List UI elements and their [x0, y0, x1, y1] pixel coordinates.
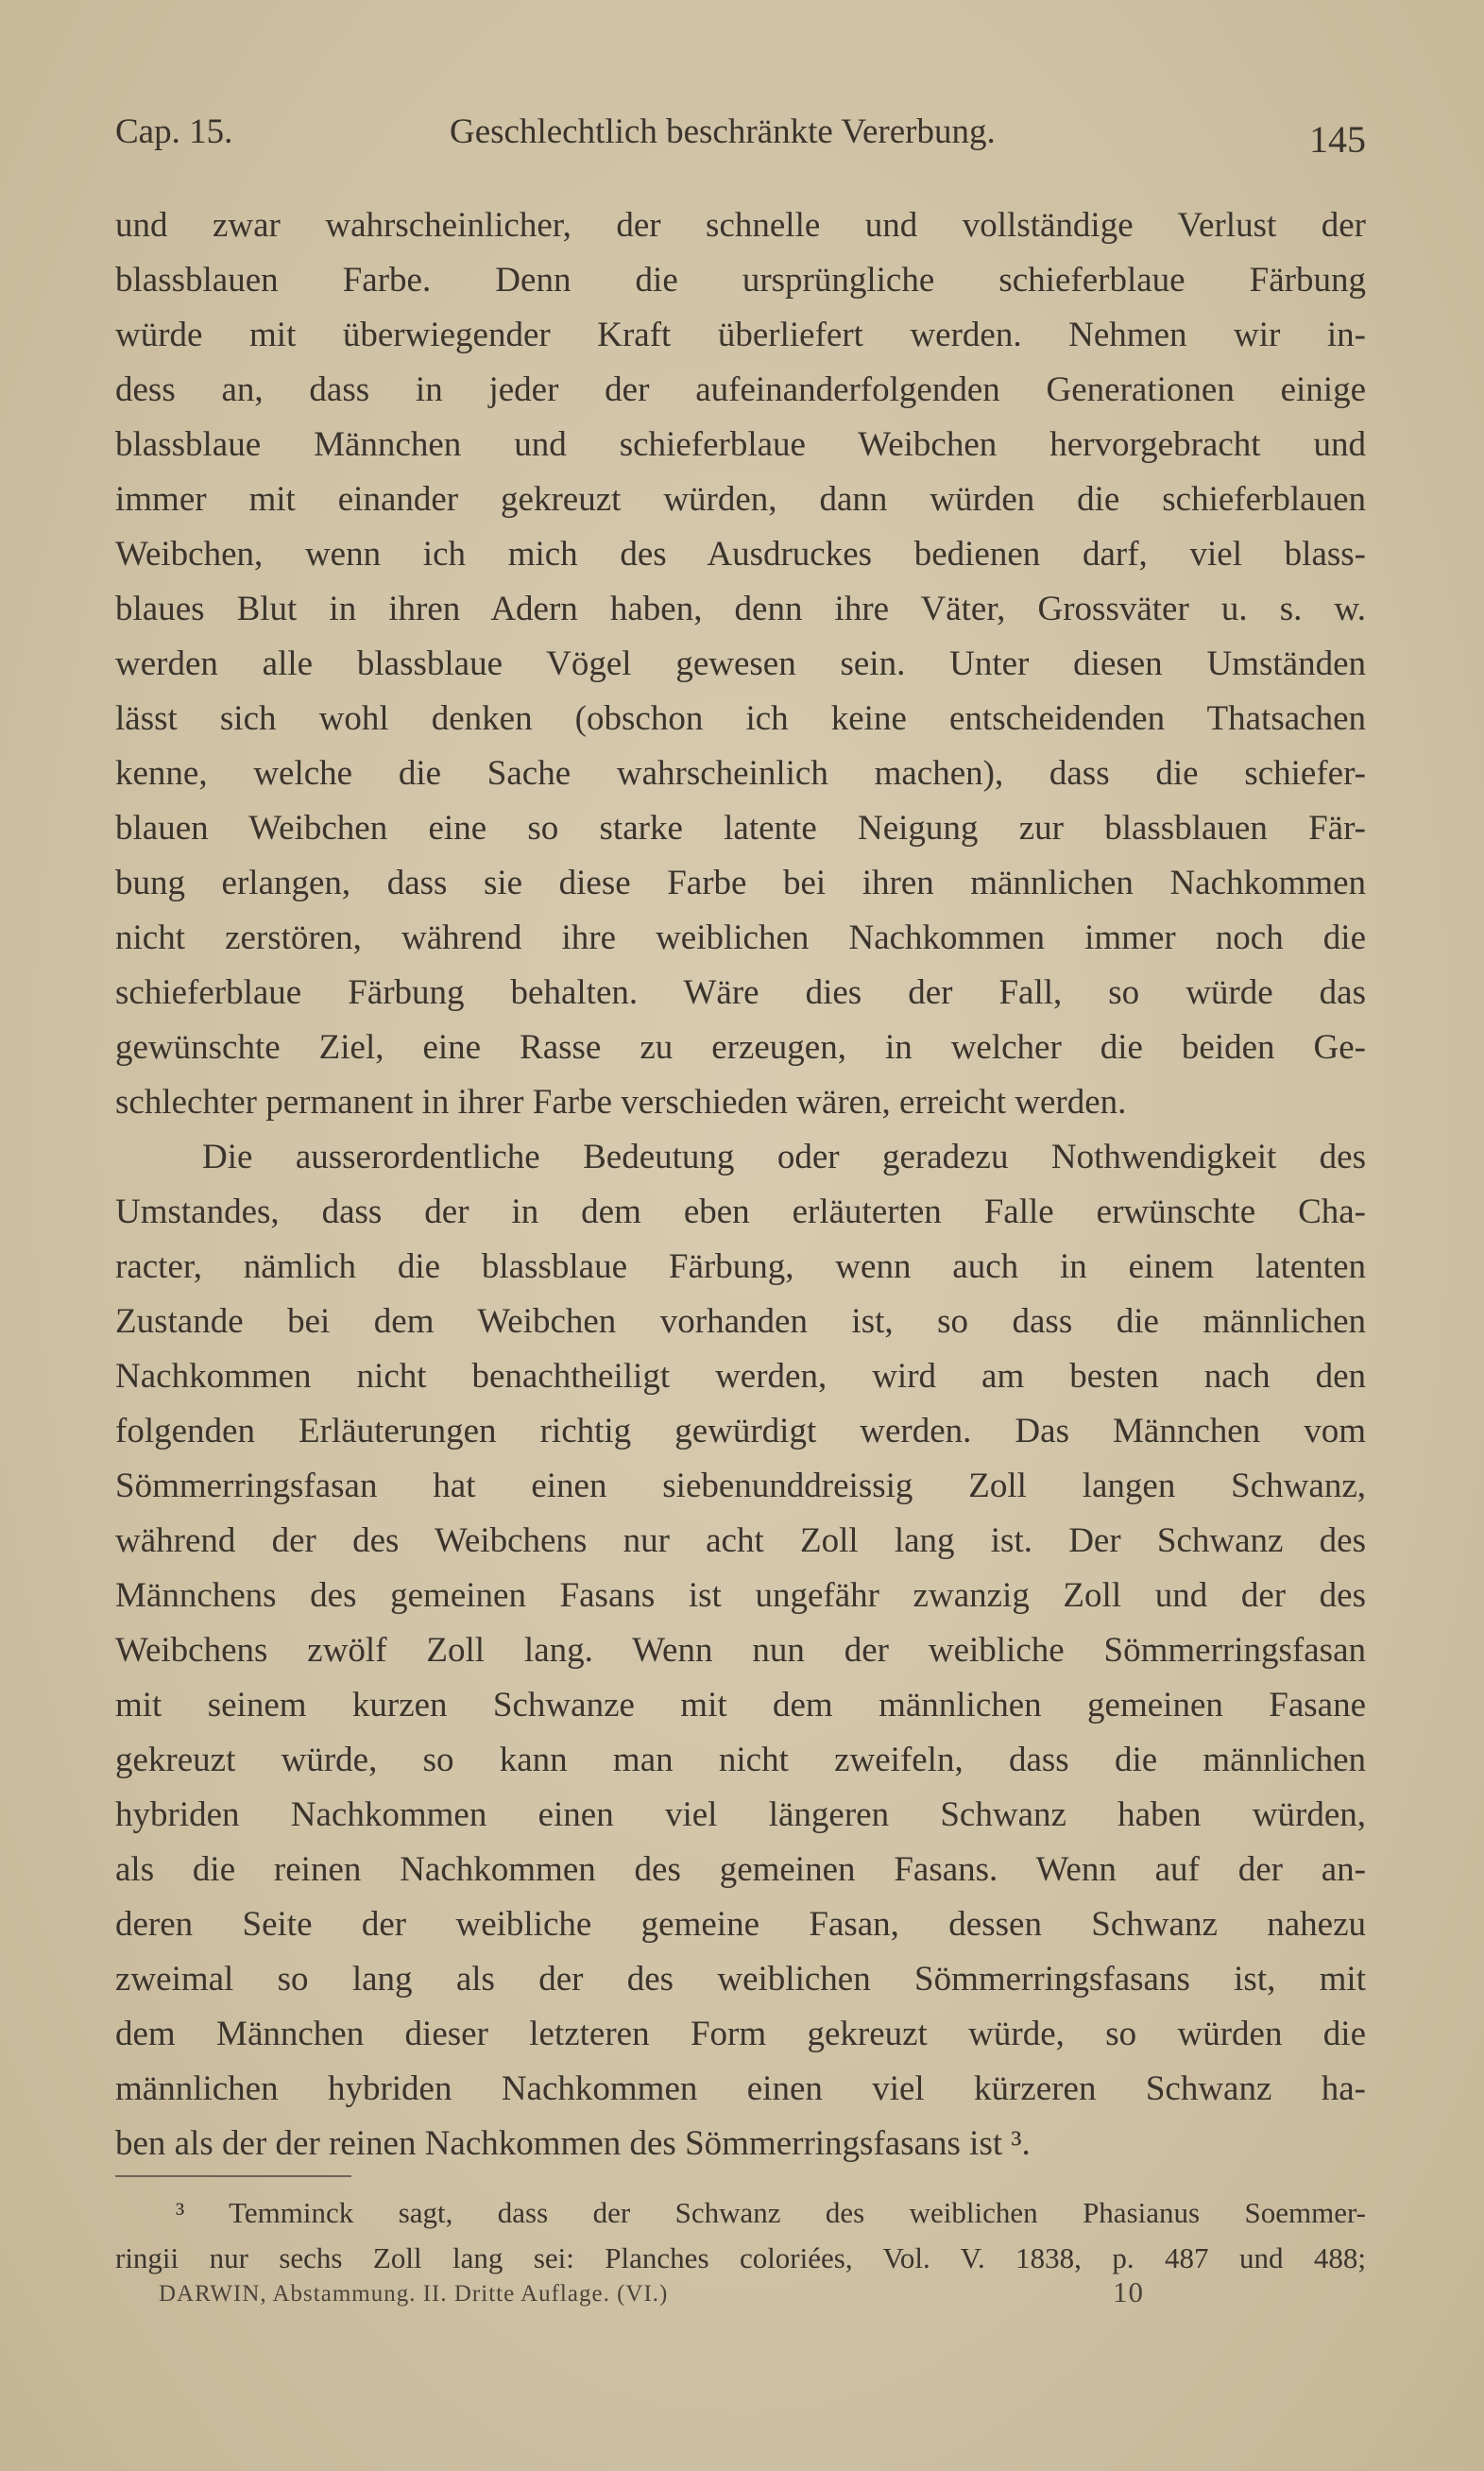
text-line: während der des Weibchens nur acht Zoll lang ist. Der Schwanz des — [115, 1521, 1366, 1560]
page-number: 145 — [1309, 118, 1366, 161]
text-line: folgenden Erläuterungen richtig gewürdigt werden. Das Männchen vom — [115, 1412, 1366, 1450]
text-line: werden alle blassblaue Vögel gewesen sein. Unter diesen Umständen — [115, 644, 1366, 683]
text-line: Männchens des gemeinen Fasans ist ungefähr zwanzig Zoll und der des — [115, 1576, 1366, 1615]
paragraph-end-line: schlechter permanent in ihrer Farbe verschieden wären, erreicht werden. — [115, 1083, 1127, 1122]
text-line: zweimal so lang als der des weiblichen Sömmerringsfasans ist, mit — [115, 1960, 1366, 1999]
footnote-line: ³ Temminck sagt, dass der Schwanz des weiblichen Phasianus Soemmer- — [176, 2196, 1366, 2229]
text-line: dess an, dass in jeder der aufeinanderfolgenden Generationen einige — [115, 370, 1366, 409]
text-line: blassblauen Farbe. Denn die ursprüngliche schieferblaue Färbung — [115, 261, 1366, 300]
text-line: lässt sich wohl denken (obschon ich keine entscheidenden Thatsachen — [115, 699, 1366, 738]
text-line: als die reinen Nachkommen des gemeinen Fasans. Wenn auf der an- — [115, 1850, 1366, 1889]
text-line: Nachkommen nicht benachtheiligt werden, wird am besten nach den — [115, 1357, 1366, 1396]
text-line: Weibchen, wenn ich mich des Ausdruckes bedienen darf, viel blass- — [115, 535, 1366, 574]
paragraph-start-line: Die ausserordentliche Bedeutung oder geradezu Nothwendigkeit des — [202, 1138, 1366, 1176]
text-line: schieferblaue Färbung behalten. Wäre dies der Fall, so würde das — [115, 973, 1366, 1012]
text-line: racter, nämlich die blassblaue Färbung, wenn auch in einem latenten — [115, 1247, 1366, 1286]
text-line: gewünschte Ziel, eine Rasse zu erzeugen, in welcher die beiden Ge- — [115, 1028, 1366, 1067]
footnotes — [115, 2190, 1366, 2281]
text-line: deren Seite der weibliche gemeine Fasan, dessen Schwanz nahezu — [115, 1905, 1366, 1944]
text-line: Weibchens zwölf Zoll lang. Wenn nun der weibliche Sömmerringsfasan — [115, 1631, 1366, 1670]
text-line: gekreuzt würde, so kann man nicht zweifeln, dass die männlichen — [115, 1741, 1366, 1779]
text-line: Umstandes, dass der in dem eben erläuterten Falle erwünschte Cha- — [115, 1193, 1366, 1231]
text-line: und zwar wahrscheinlicher, der schnelle und vollständige Verlust der — [115, 206, 1366, 245]
text-line: würde mit überwiegender Kraft überliefert werden. Nehmen wir in- — [115, 316, 1366, 354]
paragraph-end-line: ben als der der reinen Nachkommen des Sömmerringsfasans ist ³. — [115, 2124, 1031, 2163]
text-line: bung erlangen, dass sie diese Farbe bei ihren männlichen Nachkommen — [115, 864, 1366, 902]
text-line: dem Männchen dieser letzteren Form gekreuzt würde, so würden die — [115, 2015, 1366, 2053]
chapter-label: Cap. 15. — [115, 112, 233, 151]
footnote-rule — [115, 2175, 351, 2177]
text-line: mit seinem kurzen Schwanze mit dem männlichen gemeinen Fasane — [115, 1686, 1366, 1725]
text-line: blaues Blut in ihren Adern haben, denn ihre Väter, Grossväter u. s. w. — [115, 590, 1366, 628]
page-header — [115, 112, 1366, 168]
text-line: immer mit einander gekreuzt würden, dann würden die schieferblauen — [115, 480, 1366, 519]
text-line: Sömmerringsfasan hat einen siebenunddreissig Zoll langen Schwanz, — [115, 1467, 1366, 1505]
text-line: männlichen hybriden Nachkommen einen viel kürzeren Schwanz ha- — [115, 2069, 1366, 2108]
text-line: Zustande bei dem Weibchen vorhanden ist, so dass die männlichen — [115, 1302, 1366, 1341]
text-line: nicht zerstören, während ihre weiblichen Nachkommen immer noch die — [115, 918, 1366, 957]
text-line: hybriden Nachkommen einen viel längeren Schwanz haben würden, — [115, 1795, 1366, 1834]
running-title: Geschlechtlich beschränkte Vererbung. — [450, 112, 996, 151]
footnote-line: ringii nur sechs Zoll lang sei: Planches coloriées, Vol. V. 1838, p. 487 und 488; — [115, 2241, 1366, 2274]
signature-text: DARWIN, Abstammung. II. Dritte Auflage. (VI.) — [159, 2281, 669, 2307]
body-text — [115, 198, 1366, 2171]
text-line: blauen Weibchen eine so starke latente Neigung zur blassblauen Fär- — [115, 809, 1366, 848]
signature-number: 10 — [1113, 2275, 1144, 2308]
printer-signature — [159, 2275, 1198, 2308]
text-line: kenne, welche die Sache wahrscheinlich machen), dass die schiefer- — [115, 754, 1366, 793]
text-line: blassblaue Männchen und schieferblaue Weibchen hervorgebracht und — [115, 425, 1366, 464]
